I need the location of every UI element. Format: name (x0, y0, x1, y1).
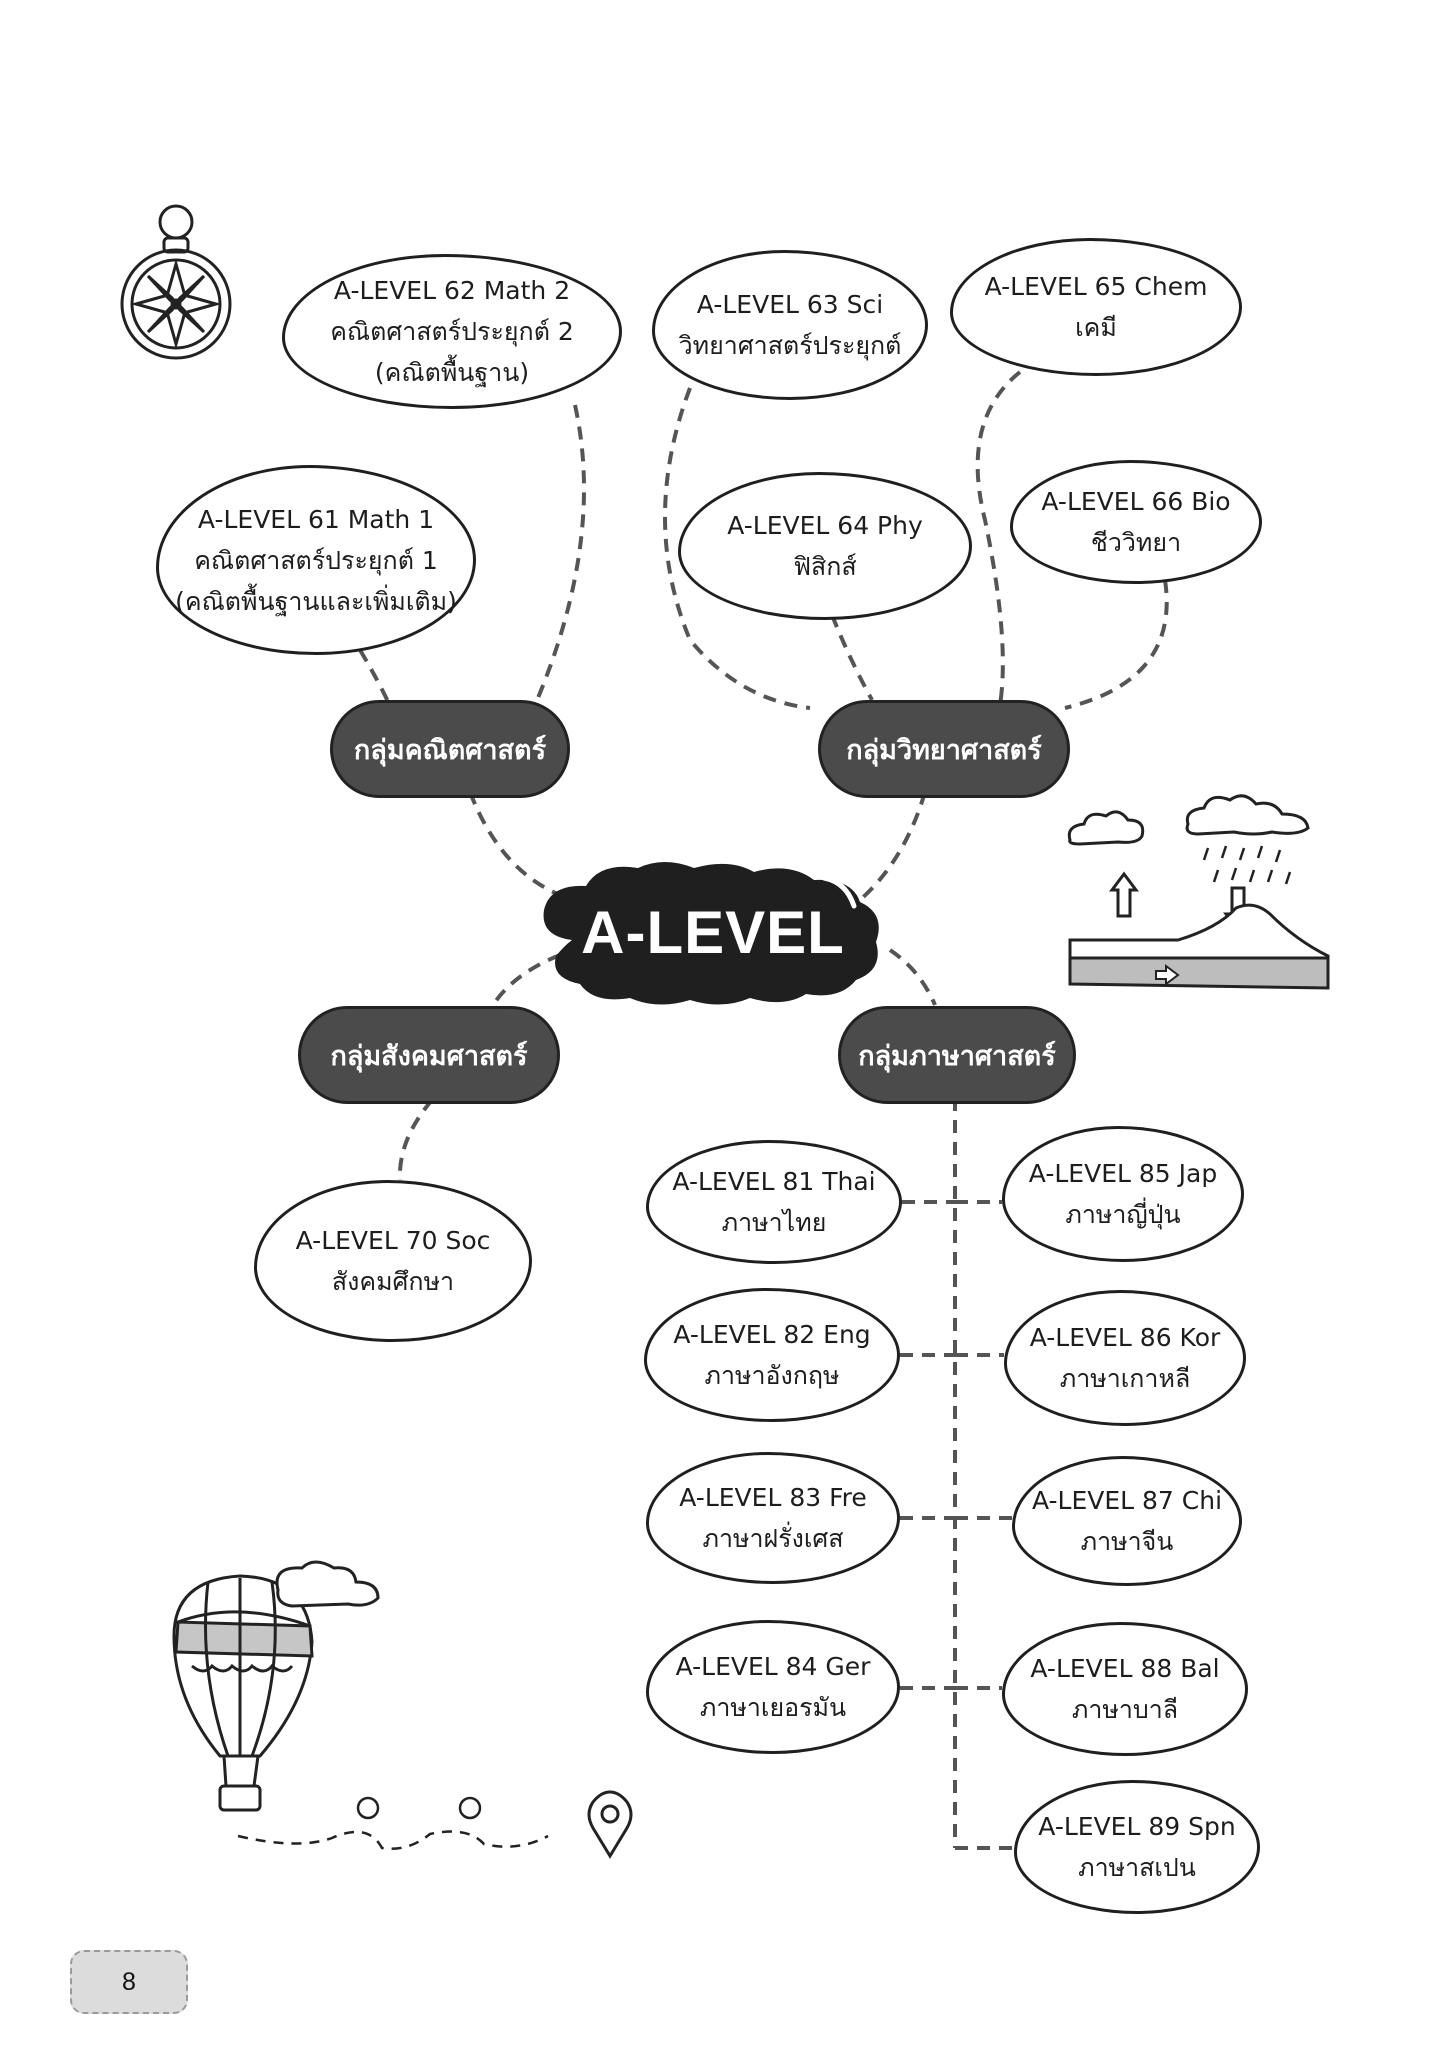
subject-ger (646, 1620, 900, 1754)
hot-air-balloon-illustration (168, 1560, 638, 1880)
subject-eng (644, 1288, 900, 1422)
subject-phy (678, 472, 972, 620)
subject-name: คณิตศาสตร์ประยุกต์ 2 (330, 317, 574, 346)
subject-name: เคมี (1075, 313, 1117, 342)
subject-spn (1014, 1780, 1260, 1914)
subject-code: A-LEVEL 88 Bal (1030, 1654, 1220, 1683)
group-science: กลุ่มวิทยาศาสตร์ (818, 700, 1070, 798)
subject-name: ฟิสิกส์ (793, 552, 857, 581)
center-label: A-LEVEL (581, 898, 845, 966)
water-cycle-illustration (1058, 790, 1340, 1008)
subject-code: A-LEVEL 61 Math 1 (197, 504, 435, 534)
subject-note: (คณิตพื้นฐาน) (374, 358, 530, 387)
subject-name: ภาษาญี่ปุ่น (1065, 1200, 1181, 1229)
page-number-badge (70, 1950, 188, 2014)
connector-math2 (535, 405, 584, 705)
group-language: กลุ่มภาษาศาสตร์ (838, 1006, 1076, 1104)
subject-bio (1010, 460, 1262, 584)
subject-code: A-LEVEL 70 Soc (295, 1226, 491, 1255)
subject-thai (646, 1140, 902, 1264)
subject-code: A-LEVEL 84 Ger (675, 1652, 871, 1681)
subject-name: สังคมศึกษา (331, 1267, 455, 1296)
subject-name: ภาษาเยอรมัน (699, 1693, 847, 1722)
subject-name: ภาษาฝรั่งเศส (702, 1524, 844, 1553)
subject-code: A-LEVEL 83 Fre (679, 1483, 867, 1512)
subject-name: ภาษาไทย (721, 1208, 827, 1237)
subject-math1 (156, 465, 476, 655)
page-number: 8 (122, 1967, 136, 1996)
subject-sci (652, 250, 928, 400)
subject-name: ภาษาเกาหลี (1059, 1364, 1191, 1393)
subject-code: A-LEVEL 87 Chi (1031, 1486, 1223, 1515)
connector-bio (1065, 580, 1167, 708)
subject-chem (950, 238, 1242, 376)
subject-math2 (282, 254, 622, 409)
connector-phy (832, 615, 872, 700)
subject-name: ภาษาอังกฤษ (704, 1361, 840, 1390)
subject-name: วิทยาศาสตร์ประยุกต์ (678, 331, 902, 360)
subject-bal (1002, 1622, 1248, 1756)
subject-code: A-LEVEL 86 Kor (1029, 1323, 1221, 1352)
compass-icon (116, 198, 234, 364)
subject-code: A-LEVEL 66 Bio (1041, 487, 1231, 516)
subject-code: A-LEVEL 65 Chem (984, 272, 1208, 301)
subject-note: (คณิตพื้นฐานและเพิ่มเติม) (175, 586, 457, 616)
group-math: กลุ่มคณิตศาสตร์ (330, 700, 570, 798)
subject-name: คณิตศาสตร์ประยุกต์ 1 (194, 545, 438, 575)
connector-soc (400, 1100, 432, 1180)
subject-code: A-LEVEL 85 Jap (1028, 1159, 1218, 1188)
location-pin-icon (585, 1790, 635, 1860)
center-node (534, 858, 892, 1006)
subject-jap (1002, 1126, 1244, 1262)
subject-name: ภาษาจีน (1080, 1527, 1174, 1556)
subject-code: A-LEVEL 62 Math 2 (333, 276, 571, 305)
subject-code: A-LEVEL 64 Phy (727, 511, 923, 540)
subject-name: ภาษาสเปน (1078, 1853, 1196, 1882)
subject-name: ชีววิทยา (1090, 528, 1182, 557)
subject-chi (1012, 1456, 1242, 1586)
group-social: กลุ่มสังคมศาสตร์ (298, 1006, 560, 1104)
subject-code: A-LEVEL 89 Spn (1038, 1812, 1236, 1841)
subject-code: A-LEVEL 82 Eng (673, 1320, 871, 1349)
subject-code: A-LEVEL 81 Thai (672, 1167, 876, 1196)
subject-code: A-LEVEL 63 Sci (696, 290, 884, 319)
subject-kor (1004, 1290, 1246, 1426)
subject-name: ภาษาบาลี (1071, 1695, 1179, 1724)
subject-soc (254, 1180, 532, 1342)
connector-language-center (890, 950, 935, 1005)
subject-fre (646, 1452, 900, 1584)
